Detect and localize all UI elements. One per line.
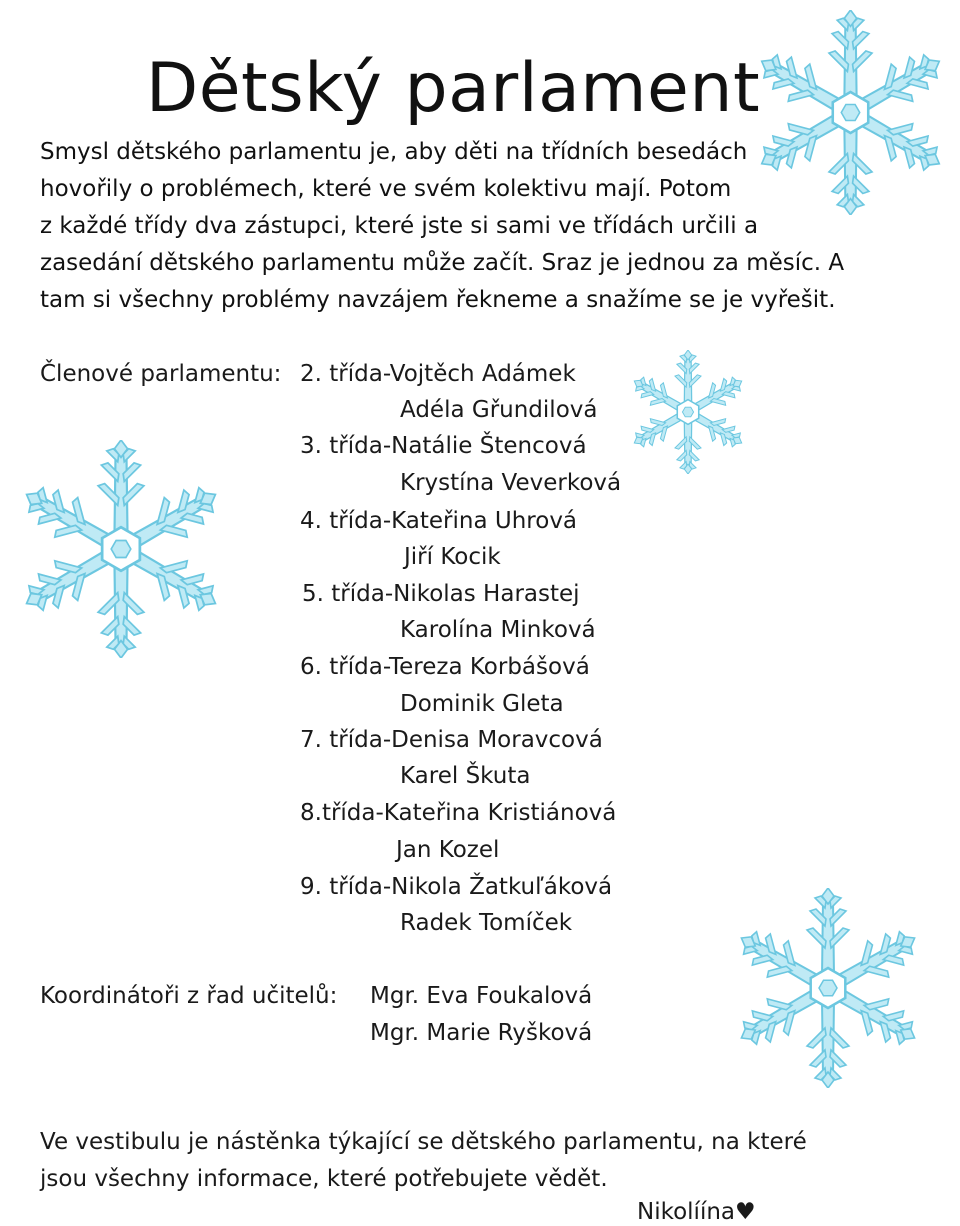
member-class-line: 9. třída-Nikola Žatkuľáková: [300, 874, 613, 900]
member-class-line: 4. třída-Kateřina Uhrová: [300, 508, 578, 534]
snowflake-icon: [626, 350, 750, 474]
member-class-line: 6. třída-Tereza Korbášová: [300, 654, 590, 680]
author-signature: Nikolíína♥: [637, 1199, 756, 1225]
member-name-line: Jan Kozel: [396, 837, 500, 863]
notice-line: Ve vestibulu je nástěnka týkající se dětského parlamentu, na které: [40, 1129, 807, 1155]
intro-line: Smysl dětského parlamentu je, aby děti na třídních besedách: [40, 139, 748, 165]
snowflake-icon: [12, 440, 230, 658]
member-name-line: Jiří Kocik: [404, 544, 501, 570]
page-title: Dětský parlament: [145, 49, 761, 128]
notice-paragraph: [40, 1124, 807, 1198]
intro-paragraph: [40, 134, 920, 319]
notice-line: jsou všechny informace, které potřebujete vědět.: [40, 1166, 608, 1192]
intro-line: zasedání dětského parlamentu může začít. Sraz je jednou za měsíc. A: [40, 250, 845, 276]
member-class-line: 7. třída-Denisa Moravcová: [300, 727, 603, 753]
member-name-line: Dominik Gleta: [400, 691, 564, 717]
member-class-line: 8.třída-Kateřina Kristiánová: [300, 800, 617, 826]
member-name-line: Radek Tomíček: [400, 910, 573, 936]
member-name-line: Adéla Gřundilová: [400, 397, 598, 423]
members-label: Členové parlamentu:: [40, 361, 282, 387]
member-name-line: Karel Škuta: [400, 763, 531, 789]
member-name-line: Karolína Minková: [400, 617, 596, 643]
member-class-line: 3. třída-Natálie Štencová: [300, 433, 587, 459]
coordinators-label: Koordinátoři z řad učitelů:: [40, 983, 338, 1009]
member-class-line: 5. třída-Nikolas Harastej: [302, 581, 580, 607]
intro-line: tam si všechny problémy navzájem řekneme a snažíme se je vyřešit.: [40, 287, 836, 313]
intro-line: z každé třídy dva zástupci, které jste si sami ve třídách určili a: [40, 213, 759, 239]
snowflake-icon: [728, 888, 928, 1088]
intro-line: hovořily o problémech, které ve svém kolektivu mají. Potom: [40, 176, 732, 202]
coordinator-name: Mgr. Eva Foukalová: [370, 983, 593, 1009]
coordinator-name: Mgr. Marie Ryšková: [370, 1020, 593, 1046]
member-class-line: 2. třída-Vojtěch Adámek: [300, 361, 576, 387]
member-name-line: Krystína Veverková: [400, 470, 622, 496]
